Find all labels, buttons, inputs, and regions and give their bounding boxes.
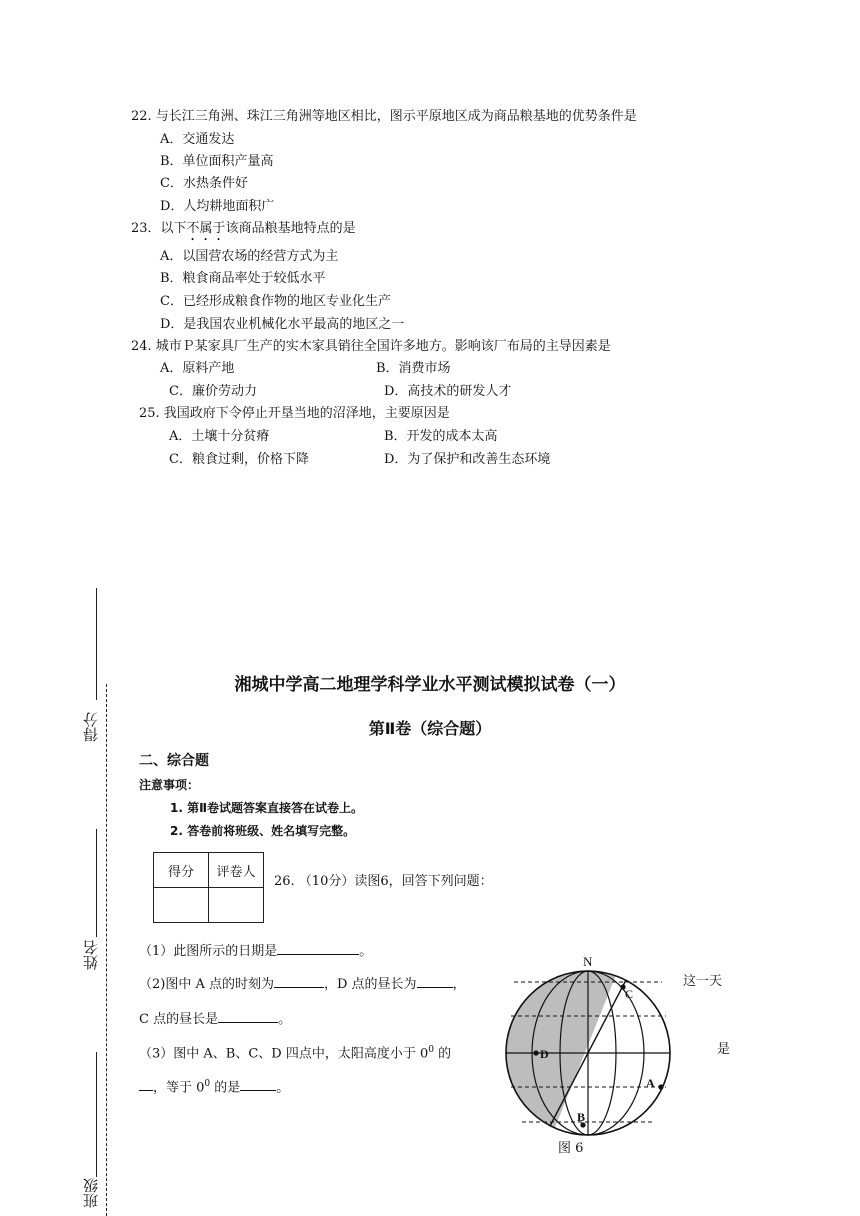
- q26-stem: 26. （10分）读图6，回答下列问题：: [274, 874, 493, 889]
- q22-option-b: B．单位面积产量高: [160, 154, 274, 169]
- q23-option-d: D．是我国农业机械化水平最高的地区之一: [160, 317, 405, 332]
- q26-part3-a: （3）图中 A、B、C、D 四点中，太阳高度小于 0: [139, 1046, 429, 1062]
- label-d: D: [540, 1047, 549, 1061]
- q24-option-b: B．消费市场: [376, 361, 451, 376]
- score-header: 得分: [154, 853, 209, 888]
- notice-item-1: 1. 第Ⅱ卷试题答案直接答在试卷上。: [170, 801, 363, 815]
- margin-label-class: 班级: [82, 1178, 100, 1208]
- q22-option-a: A．交通发达: [160, 132, 235, 147]
- answer-blank-d-daylength[interactable]: [417, 973, 453, 988]
- q25-option-c: C．粮食过剩，价格下降: [169, 452, 309, 467]
- q26-part2-line1: [139, 973, 466, 994]
- q23-stem-pre: 23．以下: [131, 221, 187, 236]
- q26-part2-b: ，D 点的昼长为: [324, 977, 417, 992]
- q26-part2-a: （2)图中 A 点的时刻为: [139, 977, 274, 992]
- exam-subtitle: 第Ⅱ卷（综合题）: [368, 719, 492, 738]
- label-c: C: [625, 987, 634, 1001]
- answer-blank-date[interactable]: [277, 940, 359, 955]
- q25-stem: 25. 我国政府下令停止开垦当地的沼泽地，主要原因是: [139, 406, 450, 421]
- answer-blank-a-time[interactable]: [274, 973, 324, 988]
- answer-blank-below-zero[interactable]: [139, 1076, 153, 1091]
- q26-part3-b: 的: [434, 1046, 452, 1062]
- q26-part3-line2: [139, 1075, 289, 1097]
- q22-option-c: C．水热条件好: [160, 176, 248, 191]
- label-a: A: [646, 1076, 655, 1090]
- grader-cell[interactable]: [209, 888, 264, 923]
- q26-part3-e: 的是: [210, 1080, 241, 1096]
- q24-option-c: C．廉价劳动力: [169, 384, 257, 399]
- q23-stem-emphasis: 不属于: [186, 221, 226, 236]
- label-b: B: [577, 1110, 586, 1124]
- q24-option-d: D．高技术的研发人才: [384, 384, 512, 399]
- answer-blank-equal-zero[interactable]: [240, 1076, 276, 1091]
- q23-option-b: B．粮食商品率处于较低水平: [160, 271, 326, 286]
- q26-part2-e: C 点的昼长是: [139, 1012, 219, 1027]
- binding-dash-line: [106, 684, 107, 1216]
- notice-item-2: 2. 答卷前将班级、姓名填写完整。: [170, 824, 356, 838]
- q26-part1-end: 。: [359, 944, 373, 959]
- margin-line-class: [96, 1052, 97, 1177]
- q23-option-c: C．已经形成粮食作物的地区专业化生产: [160, 294, 391, 309]
- q25-option-a: A．土壤十分贫瘠: [169, 429, 270, 444]
- answer-blank-c-daylength[interactable]: [218, 1008, 278, 1023]
- q26-part3-f: 。: [276, 1080, 290, 1096]
- q22-stem: 22. 与长江三角洲、珠江三角洲等地区相比，图示平原地区成为商品粮基地的优势条件是: [131, 109, 637, 124]
- q25-option-b: B．开发的成本太高: [384, 429, 498, 444]
- q26-part1: [139, 940, 372, 961]
- q26-part1-text: （1）此图所示的日期是: [139, 944, 278, 959]
- q26-part2-d: 这一天: [683, 974, 723, 989]
- grader-header: 评卷人: [209, 853, 264, 888]
- q26-part3-sup2: 0: [204, 1079, 211, 1089]
- q26-part2-f: 。: [278, 1012, 292, 1027]
- section-heading: 二、综合题: [139, 753, 209, 769]
- point-a-marker: [658, 1084, 663, 1089]
- margin-label-name: 姓名: [82, 940, 100, 970]
- notice-heading: 注意事项：: [139, 778, 200, 792]
- q26-part3-d: ，等于 0: [153, 1080, 205, 1096]
- q26-part3-c: 是: [717, 1042, 731, 1057]
- margin-line-name: [96, 829, 97, 937]
- score-table: [153, 852, 264, 923]
- q26-part2-line2: [139, 1008, 291, 1029]
- margin-label-score: 得分: [82, 712, 100, 742]
- q24-option-a: A．原料产地: [160, 361, 235, 376]
- label-n: N: [583, 954, 593, 969]
- q23-stem: [131, 220, 356, 244]
- q26-part3-line1: [139, 1041, 451, 1063]
- figure-caption: 图 6: [558, 1141, 584, 1155]
- q22-option-d: D．人均耕地面积广: [160, 199, 275, 214]
- score-cell[interactable]: [154, 888, 209, 923]
- q26-part2-c: ，: [452, 977, 466, 992]
- q24-stem: 24. 城市Ｐ某家具厂生产的实木家具销往全国许多地方。影响该厂布局的主导因素是: [131, 339, 611, 354]
- point-d-marker: [533, 1050, 538, 1055]
- exam-title: 湘城中学高二地理学科学业水平测试模拟试卷（一）: [234, 675, 626, 695]
- figure-6-globe: [500, 950, 680, 1155]
- q26-part3-sup: 0: [428, 1045, 434, 1055]
- q25-option-d: D．为了保护和改善生态环境: [384, 452, 551, 467]
- q23-stem-post: 该商品粮基地特点的是: [225, 221, 356, 236]
- q23-option-a: A．以国营农场的经营方式为主: [160, 249, 339, 264]
